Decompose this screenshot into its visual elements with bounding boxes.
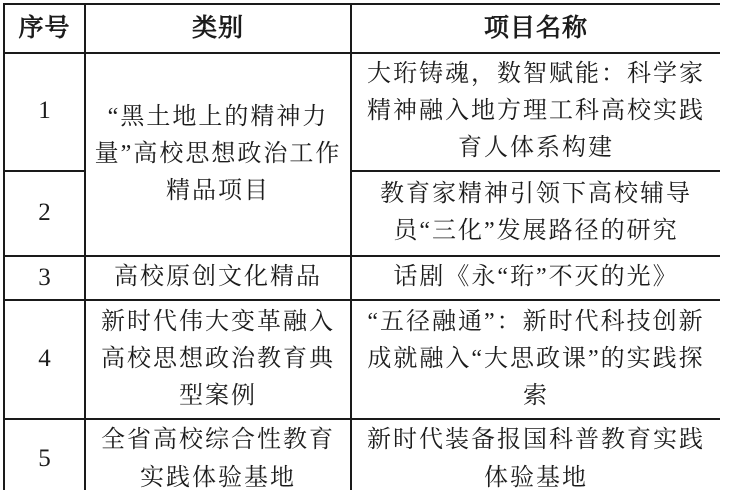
project-cell-3: 话剧《永“珩”不灭的光》	[351, 256, 720, 301]
index-cell-5: 5	[4, 419, 85, 490]
project-cell-5: 新时代装备报国科普教育实践体验基地	[351, 419, 720, 490]
category-cell-4: 新时代伟大变革融入高校思想政治教育典型案例	[85, 300, 351, 419]
table-row-1	[4, 53, 720, 171]
table-row-4	[4, 300, 720, 419]
category-cell-merged-1-2: “黑土地上的精神力量”高校思想政治工作精品项目	[85, 53, 351, 256]
header-cell-category: 类别	[85, 4, 351, 53]
index-cell-2: 2	[4, 171, 85, 256]
project-cell-4: “五径融通”：新时代科技创新成就融入“大思政课”的实践探索	[351, 300, 720, 419]
project-award-table	[3, 3, 720, 490]
project-cell-1: 大珩铸魂，数智赋能：科学家精神融入地方理工科高校实践育人体系构建	[351, 53, 720, 171]
index-cell-3: 3	[4, 256, 85, 301]
table-header-row	[4, 4, 720, 53]
table-row-5	[4, 419, 720, 490]
category-cell-5: 全省高校综合性教育实践体验基地	[85, 419, 351, 490]
header-cell-index: 序号	[4, 4, 85, 53]
index-cell-4: 4	[4, 300, 85, 419]
category-cell-3: 高校原创文化精品	[85, 256, 351, 301]
table-row-3	[4, 256, 720, 301]
project-cell-2: 教育家精神引领下高校辅导员“三化”发展路径的研究	[351, 171, 720, 256]
index-cell-1: 1	[4, 53, 85, 171]
header-cell-project: 项目名称	[351, 4, 720, 53]
